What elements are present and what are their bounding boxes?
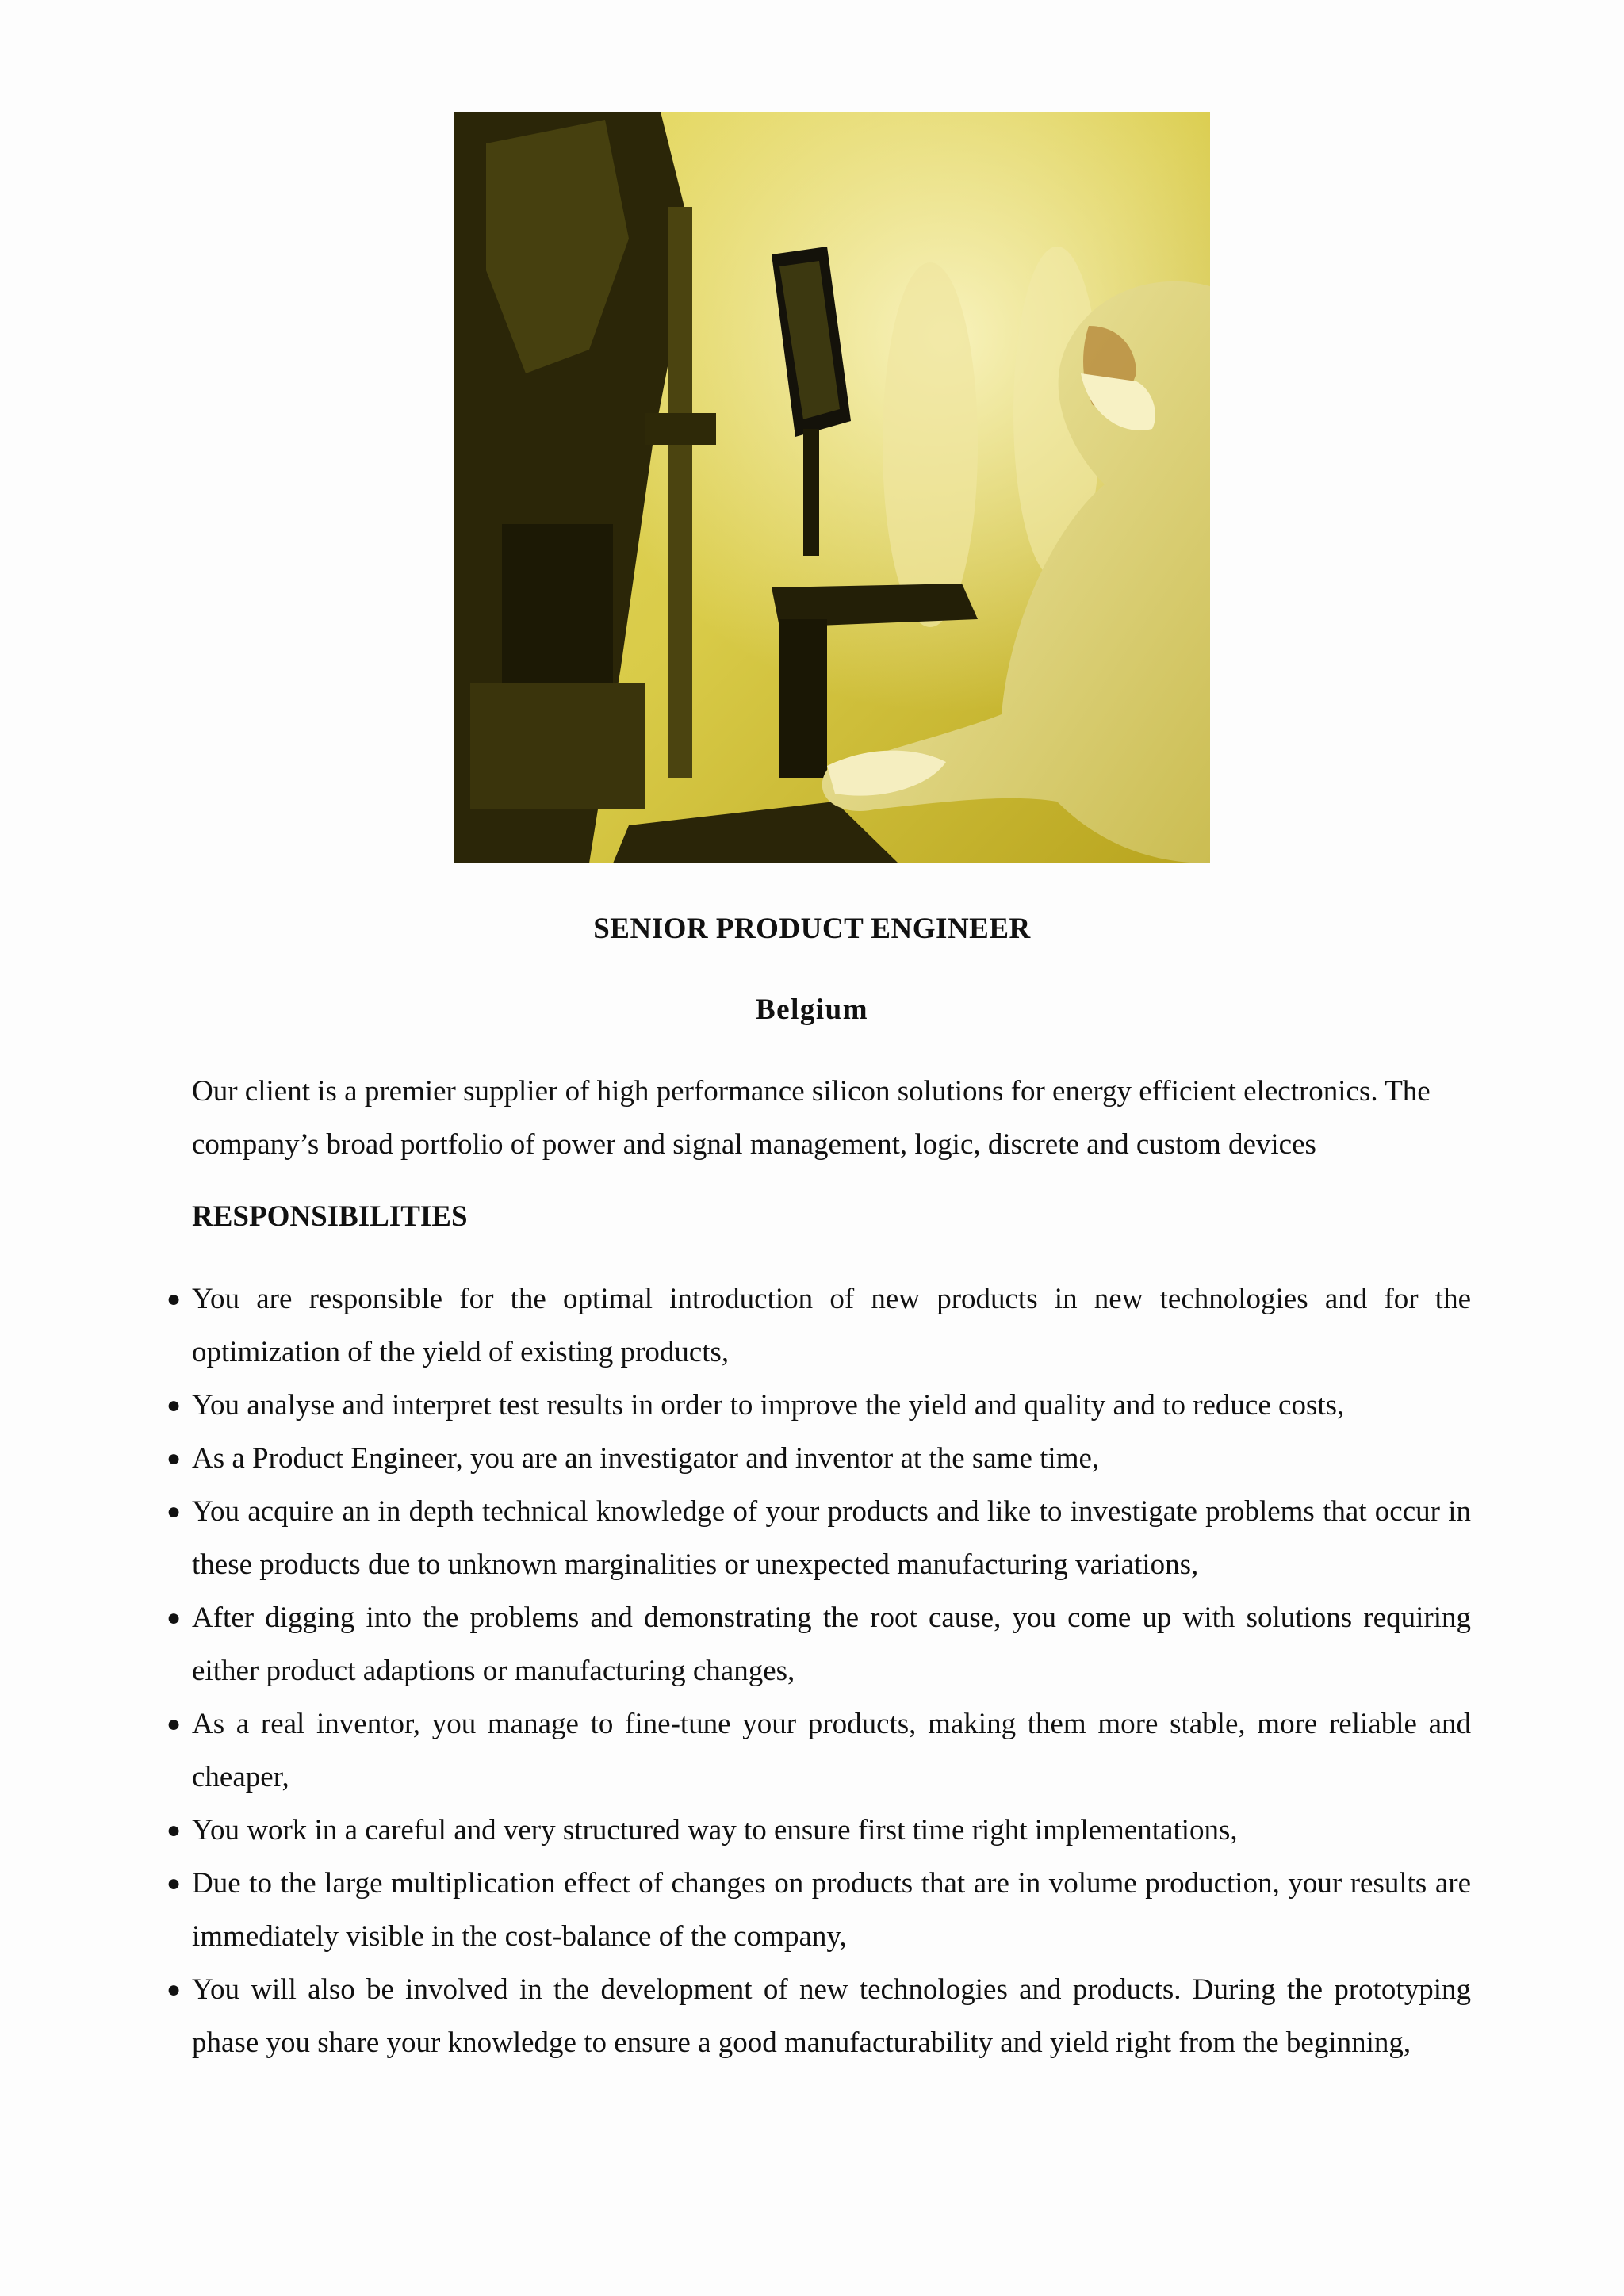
bullet-icon: ● xyxy=(167,1817,182,1843)
responsibility-item xyxy=(167,1591,1471,1697)
responsibility-item xyxy=(167,1272,1471,1379)
responsibility-item xyxy=(167,1963,1471,2069)
bullet-icon: ● xyxy=(167,1870,182,1896)
job-location: Belgium xyxy=(755,993,869,1026)
responsibility-text: You are responsible for the optimal introduction of new products in new technologies and for the optimization of the yield of existing products, xyxy=(192,1283,1471,1368)
cleanroom-photo-illustration xyxy=(454,112,1210,863)
bullet-icon: ● xyxy=(167,1976,182,2003)
responsibility-item xyxy=(167,1379,1471,1432)
bullet-icon: ● xyxy=(167,1392,182,1418)
header-photo xyxy=(454,112,1210,863)
responsibility-text: You will also be involved in the development of new technologies and products. During the prototyping phase you share your knowledge to ensure a good manufacturability and yield right from the beginning, xyxy=(192,1973,1471,2059)
responsibility-item xyxy=(167,1432,1471,1485)
responsibility-item xyxy=(167,1804,1471,1857)
responsibility-text: Due to the large multiplication effect of changes on products that are in volume production, your results are immediately visible in the cost-balance of the company, xyxy=(192,1867,1471,1953)
bullet-icon: ● xyxy=(167,1498,182,1525)
responsibility-text: You acquire an in depth technical knowledge of your products and like to investigate problems that occur in these products due to unknown marginalities or unexpected manufacturing variations, xyxy=(192,1495,1471,1581)
responsibility-text: As a Product Engineer, you are an investigator and inventor at the same time, xyxy=(192,1442,1100,1475)
responsibility-text: As a real inventor, you manage to fine-tune your products, making them more stable, more reliable and cheaper, xyxy=(192,1708,1471,1793)
responsibilities-list xyxy=(167,1272,1471,2069)
responsibilities-heading: RESPONSIBILITIES xyxy=(192,1200,468,1233)
responsibility-text: After digging into the problems and demonstrating the root cause, you come up with solutions requiring either product adaptions or manufacturing changes, xyxy=(192,1601,1471,1687)
responsibility-item xyxy=(167,1485,1471,1591)
responsibility-item xyxy=(167,1857,1471,1963)
job-title: SENIOR PRODUCT ENGINEER xyxy=(593,913,1031,945)
bullet-icon: ● xyxy=(167,1711,182,1737)
company-intro: Our client is a premier supplier of high performance silicon solutions for energy efficient electronics. The company’s broad portfolio of power and signal management, logic, discrete and custom devices xyxy=(192,1075,1431,1161)
responsibility-item xyxy=(167,1697,1471,1804)
responsibility-text: You analyse and interpret test results in order to improve the yield and quality and to reduce costs, xyxy=(192,1389,1345,1422)
bullet-icon: ● xyxy=(167,1605,182,1631)
responsibility-text: You work in a careful and very structured way to ensure first time right implementations, xyxy=(192,1814,1238,1846)
bullet-icon: ● xyxy=(167,1286,182,1312)
bullet-icon: ● xyxy=(167,1445,182,1471)
